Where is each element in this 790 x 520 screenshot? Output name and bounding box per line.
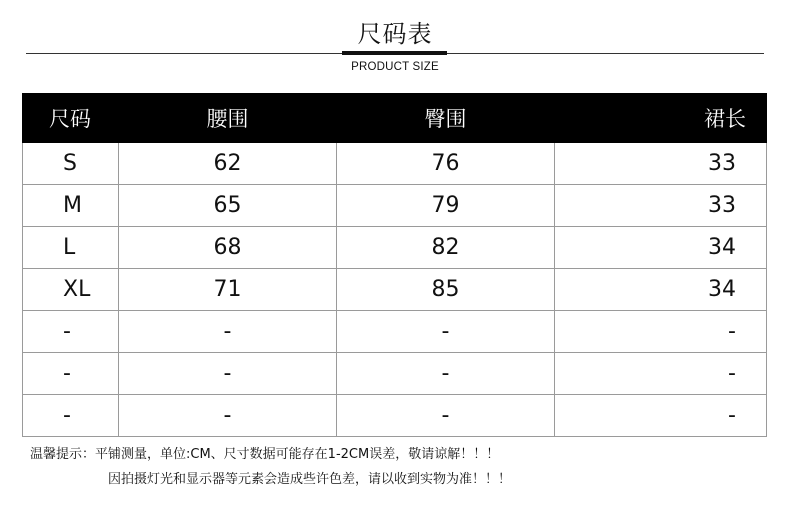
page-subtitle: PRODUCT SIZE — [351, 61, 439, 73]
cell-hip: - — [337, 395, 555, 437]
page-title: 尺码表 — [357, 20, 433, 48]
cell-skirt-length: - — [555, 353, 767, 395]
cell-skirt-length: 34 — [555, 227, 767, 269]
cell-hip: - — [337, 311, 555, 353]
cell-hip: 76 — [337, 143, 555, 185]
cell-skirt-length: - — [555, 311, 767, 353]
cell-hip: 85 — [337, 269, 555, 311]
cell-waist: 65 — [119, 185, 337, 227]
table-header-row — [23, 94, 767, 143]
cell-size: - — [23, 395, 119, 437]
cell-hip: - — [337, 353, 555, 395]
table-row — [23, 269, 767, 311]
column-header-hip: 臀围 — [337, 94, 555, 143]
table-row — [23, 395, 767, 437]
cell-size: - — [23, 353, 119, 395]
column-header-waist: 腰围 — [119, 94, 337, 143]
cell-size: XL — [23, 269, 119, 311]
table-row — [23, 143, 767, 185]
cell-size: - — [23, 311, 119, 353]
cell-skirt-length: - — [555, 395, 767, 437]
table-row — [23, 311, 767, 353]
table-row — [23, 227, 767, 269]
cell-waist: - — [119, 311, 337, 353]
cell-size: M — [23, 185, 119, 227]
cell-skirt-length: 33 — [555, 185, 767, 227]
color-difference-note: 因拍摄灯光和显示器等元素会造成些许色差，请以收到实物为准！！！ — [108, 472, 512, 487]
cell-size: L — [23, 227, 119, 269]
cell-waist: 71 — [119, 269, 337, 311]
measurement-note: 温馨提示：平铺测量，单位:CM、尺寸数据可能存在1-2CM误差，敬请谅解！！！ — [30, 447, 500, 462]
column-header-size: 尺码 — [23, 94, 119, 143]
cell-waist: 62 — [119, 143, 337, 185]
cell-skirt-length: 33 — [555, 143, 767, 185]
cell-waist: 68 — [119, 227, 337, 269]
size-table — [22, 93, 767, 437]
table-row — [23, 353, 767, 395]
cell-skirt-length: 34 — [555, 269, 767, 311]
column-header-skirt-length: 裙长 — [555, 94, 767, 143]
title-underline-accent — [342, 51, 447, 55]
cell-waist: - — [119, 395, 337, 437]
cell-waist: - — [119, 353, 337, 395]
cell-size: S — [23, 143, 119, 185]
cell-hip: 82 — [337, 227, 555, 269]
cell-hip: 79 — [337, 185, 555, 227]
table-row — [23, 185, 767, 227]
